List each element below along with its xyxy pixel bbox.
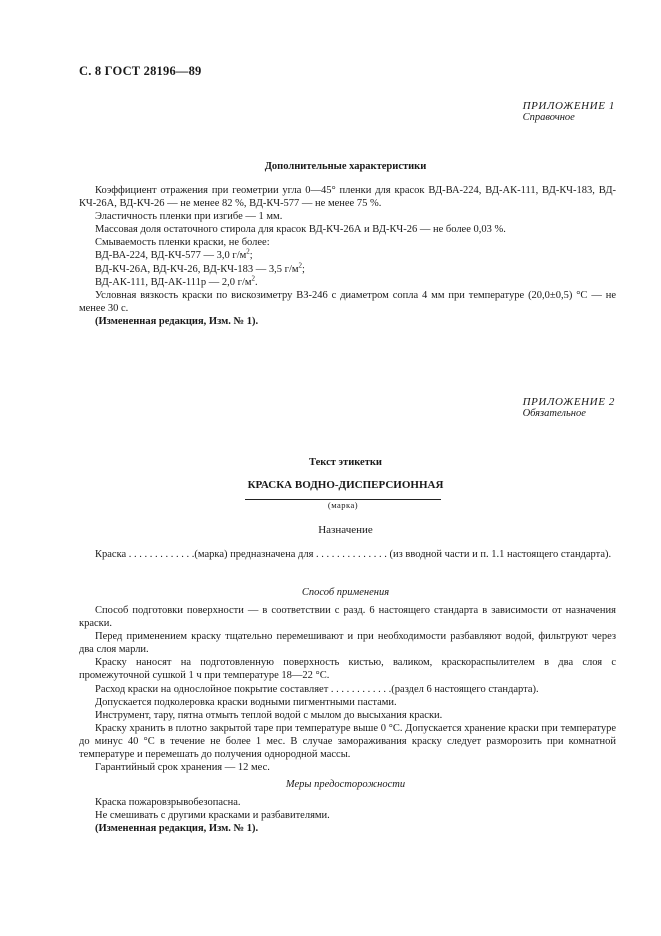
method-paragraph-6: Инструмент, тару, пятна отмыть теплой водой с мылом до высыхания краски. [95, 709, 443, 721]
safety-heading: Меры предосторожности [285, 779, 406, 790]
paragraph-washability-2: ВД-КЧ-26А, ВД-КЧ-26, ВД-КЧ-183 — 3,5 $г/м^2$; [95, 261, 305, 275]
paragraph-reflectance: Коэффициент отражения при геометрии угла 0—45° пленки для красок ВД-ВА-224, ВД-АК-111, ВД-КЧ-183, ВД-КЧ-26А, ВД-КЧ-26 — не менее 82 %, ВД-КЧ-577 — не менее 75 %. [79, 185, 616, 210]
amendment-note-1: (Измененная редакция, Изм. № 1). [95, 315, 259, 327]
safety-body [79, 796, 616, 835]
method-heading: Способ применения [301, 587, 390, 598]
method-paragraph-5: Допускается подколеровка краски водными пигментными пастами. [95, 696, 397, 708]
paragraph-washability-3: ВД-АК-111, ВД-АК-111р — 2,0 $г/м^2$. [95, 274, 258, 288]
paragraph-elasticity: Эластичность пленки при изгибе — 1 мм. [95, 211, 283, 223]
purpose-body [79, 548, 616, 561]
paragraph-viscosity: Условная вязкость краски по вискозиметру ВЗ-246 с диаметром сопла 4 мм при температуре (20,0±0,5) °С — не менее 30 с. [79, 289, 616, 314]
product-name: КРАСКА ВОДНО-ДИСПЕРСИОННАЯ [247, 479, 444, 491]
appendix-2-subtitle: Обязательное [522, 408, 586, 419]
method-paragraph-8: Гарантийный срок хранения — 12 мес. [95, 762, 270, 774]
safety-paragraph-1: Краска пожаровзрывобезопасна. [95, 797, 241, 808]
method-body [79, 604, 616, 774]
appendix-1-title: ПРИЛОЖЕНИЕ 1 [522, 100, 615, 112]
method-paragraph-4: Расход краски на однослойное покрытие составляет . . . . . . . . . . . .(раздел 6 настоящего стандарта). [95, 683, 539, 695]
purpose-text: Краска . . . . . . . . . . . . .(марка) предназначена для . . . . . . . . . . . . . . (из вводной части и п. 1.1 настоящего стандарта). [95, 549, 612, 560]
method-paragraph-2: Перед применением краску тщательно перемешивают и при необходимости разбавляют водой, фильтруют через два слоя марли. [79, 631, 616, 656]
appendix-2-label [523, 396, 615, 419]
brand-caption: (марка) [327, 500, 359, 510]
purpose-heading: Назначение [318, 524, 373, 536]
appendix-2-title: ПРИЛОЖЕНИЕ 2 [522, 396, 615, 408]
paragraph-washability: Смываемость пленки краски, не более: [95, 237, 270, 249]
safety-paragraph-2: Не смешивать с другими красками и разбавителями. [95, 810, 330, 822]
page-header: С. 8 ГОСТ 28196—89 [79, 64, 202, 78]
amendment-note-2: (Измененная редакция, Изм. № 1). [95, 823, 259, 835]
paragraph-styrene: Массовая доля остаточного стирола для красок ВД-КЧ-26А и ВД-КЧ-26 — не более 0,03 %. [95, 224, 506, 236]
paragraph-washability-1: ВД-ВА-224, ВД-КЧ-577 — 3,0 $г/м^2$; [95, 247, 253, 262]
label-text-title: Текст этикетки [309, 457, 382, 468]
method-paragraph-1: Способ подготовки поверхности — в соответствии с разд. 6 настоящего стандарта в зависимости от назначения краски. [79, 605, 616, 630]
method-paragraph-3: Краску наносят на подготовленную поверхность кистью, валиком, краскораспылителем в два слоя с промежуточной сушкой 1 ч при температуре 18—22 °С. [79, 657, 616, 682]
method-paragraph-7: Краску хранить в плотно закрытой таре при температуре выше 0 °С. Допускается хранение краски при температуре до минус 40 °С в течение не более 1 мес. В случае замораживания краску следует разморозить при комнатной температуре и перемешать до получения однородной массы. [79, 722, 616, 761]
section-1-body [79, 184, 616, 328]
section-1-title: Дополнительные характеристики [264, 161, 427, 172]
appendix-1-subtitle: Справочное [522, 112, 575, 123]
appendix-1-label [523, 100, 615, 123]
